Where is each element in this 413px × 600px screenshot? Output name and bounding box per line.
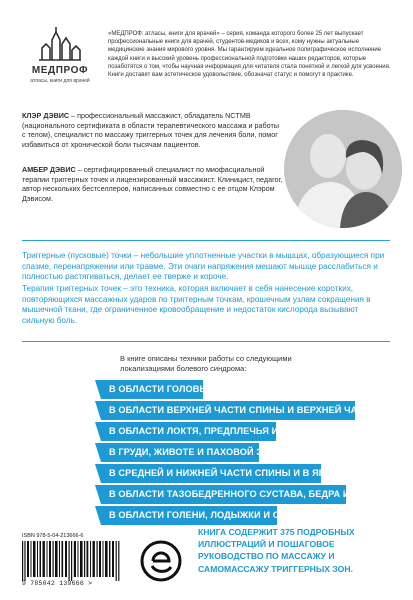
divider-top [22, 240, 390, 241]
isbn: ISBN 978-5-04-213666-6 [22, 533, 84, 539]
author-text-2: – сертифицированный специалист по миофасциальной терапии триггерных точек и лицензированный массажист. Клиницист, педагог, автор нескольких бестселлеров, написанных совместно с ее отцом Клэром Дэвисом. [22, 165, 283, 203]
syndrome-item [95, 401, 404, 420]
syndrome-item [95, 464, 365, 483]
barcode-digits: 9 785042 139666 > [22, 580, 93, 587]
logo-tagline: атласы, книги для врачей [30, 78, 90, 84]
authors-portrait-image [284, 110, 402, 228]
syndrome-label: В ОБЛАСТИ ЛОКТЯ, ПРЕДПЛЕЧЬЯ И КИСТИ [109, 425, 313, 436]
syndromes-intro: В книге описаны техники работы со следующими локализациями болевого синдрома: [120, 354, 292, 373]
syndrome-item [95, 422, 355, 441]
syndrome-list [95, 380, 404, 527]
author-bio-1 [22, 111, 284, 149]
syndrome-label: В ОБЛАСТИ ГОЛОВЫ И ШЕИ [109, 384, 243, 394]
author-name-2: АМБЕР ДЭВИС [22, 165, 76, 174]
syndrome-label: В ГРУДИ, ЖИВОТЕ И ПАХОВОЙ ЗОНЕ [109, 446, 283, 457]
author-text-1: – профессиональный массажист, обладатель NCTMB (национального сертификата в области терапевтического массажа и работы с телом), специалист по массажу триггерных точек для лечения боли, помог избавиться от хронической боли тысячам пациентов. [22, 111, 279, 149]
authors-photo [284, 110, 402, 228]
eksmo-logo-icon [140, 540, 182, 582]
syndrome-label: В ОБЛАСТИ ТАЗОБЕДРЕННОГО СУСТАВА, БЕДРА И КОЛЕНА [109, 488, 392, 499]
syndrome-item [95, 380, 355, 399]
syndrome-label: В СРЕДНЕЙ И НИЖНЕЙ ЧАСТИ СПИНЫ И В ЯГОДИЦАХ [109, 467, 365, 478]
author-name-1: КЛЭР ДЭВИС [22, 111, 70, 120]
kremlin-skyline-icon [38, 26, 82, 64]
syndrome-item [95, 506, 355, 525]
syndrome-item [95, 443, 355, 462]
barcode-image [22, 541, 122, 581]
therapy-description: Терапия триггерных точек – это техника, которая включает в себя нанесение коротких, повторяющихся массажных ударов по триггерным точкам, крошечным узлам сокращения в мышечной ткани, где ограниченное кровообращение и недостаток кислорода вызывают сильную боль. [22, 284, 371, 325]
publisher-description: «МЕДПРОФ: атласы, книги для врачей» – серия, команда которого более 25 лет выпускает профессиональные книги для врачей, студентов-медиков и всех, кому нужны актуальные медицинские знания мирового уровня. Мы гарантируем идеальное полиграфическое исполнение каждой книги и высокий уровень профессиональной подготовки наших редакторов, которые позаботятся о том, чтобы научная информация для читателя стала понятной и легкой для усвоения. Книги доставят вам эстетическое удовольствие, обозначат статус и помогут в практике. [108, 31, 391, 79]
author-bio-2 [22, 165, 284, 203]
closing-statement: КНИГА СОДЕРЖИТ 375 ПОДРОБНЫХ ИЛЛЮСТРАЦИЙ И ПОШАГОВОЕ РУКОВОДСТВО ПО МАССАЖУ И САМОМАССАЖУ ТРИГГЕРНЫХ ЗОН. [198, 527, 355, 574]
syndrome-label: В ОБЛАСТИ ГОЛЕНИ, ЛОДЫЖКИ И СТОПЫ [109, 509, 308, 520]
trigger-point-definition: Триггерные (пусковые) точки – небольшие уплотненные участки в мышцах, образующиеся при спазме, перенапряжении или травме. Эти очаги напряжения мешают мышце расслабиться и полностью растягиваться, делает ее тверже и короче. [22, 251, 385, 282]
divider-bottom [22, 341, 390, 342]
syndrome-item [95, 485, 392, 504]
syndrome-label: В ОБЛАСТИ ВЕРХНЕЙ ЧАСТИ СПИНЫ И ВЕРХНЕЙ ЧАСТИ РУКИ [109, 404, 404, 415]
logo-name: МЕДПРОФ [31, 65, 89, 76]
